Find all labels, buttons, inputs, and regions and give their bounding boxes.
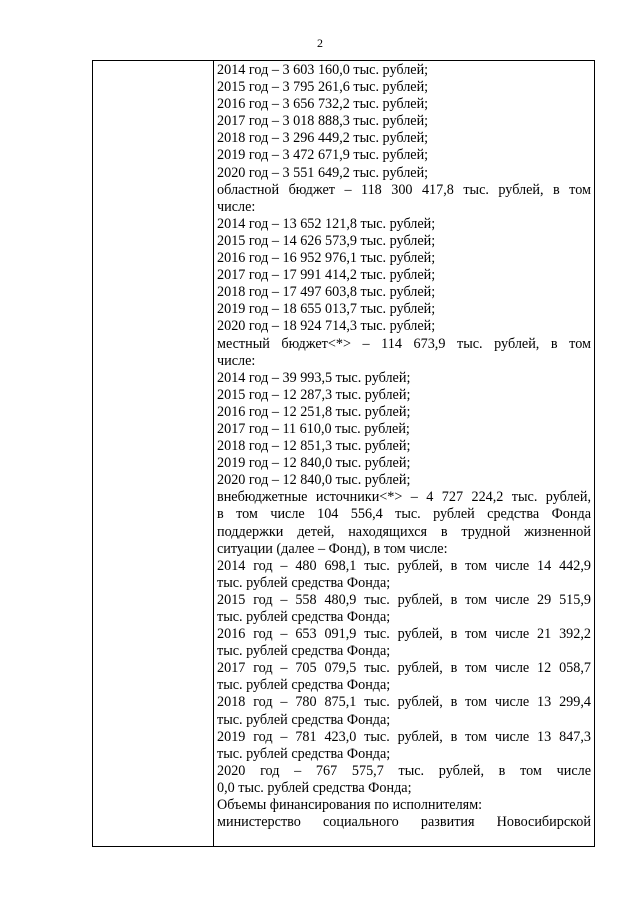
text-line: поддержки детей, находящихся в трудной жизненной <box>217 523 591 540</box>
text-line: 2020 год – 18 924 714,3 тыс. рублей; <box>217 318 436 335</box>
page-number: 2 <box>317 36 323 50</box>
text-line: тыс. рублей средства Фонда; <box>217 574 391 591</box>
text-line: 2015 год – 14 626 573,9 тыс. рублей; <box>217 232 436 249</box>
text-line: 2019 год – 3 472 671,9 тыс. рублей; <box>217 147 429 164</box>
text-line: 2018 год – 12 851,3 тыс. рублей; <box>217 438 411 455</box>
text-line: 2018 год – 3 296 449,2 тыс. рублей; <box>217 130 429 147</box>
text-line: 2020 год – 12 840,0 тыс. рублей; <box>217 472 411 489</box>
text-line: 2017 год – 17 991 414,2 тыс. рублей; <box>217 267 436 284</box>
text-line: 2018 год – 780 875,1 тыс. рублей, в том числе 13 299,4 <box>217 694 591 711</box>
text-line: тыс. рублей средства Фонда; <box>217 745 391 762</box>
text-line: в том числе 104 556,4 тыс. рублей средства Фонда <box>217 506 591 523</box>
text-line: 2015 год – 3 795 261,6 тыс. рублей; <box>217 79 429 96</box>
text-line: 2019 год – 18 655 013,7 тыс. рублей; <box>217 301 436 318</box>
text-line: 2014 год – 39 993,5 тыс. рублей; <box>217 369 411 386</box>
text-line: числе: <box>217 198 256 215</box>
text-line: 2014 год – 480 698,1 тыс. рублей, в том числе 14 442,9 <box>217 557 591 574</box>
text-line: 2019 год – 781 423,0 тыс. рублей, в том числе 13 847,3 <box>217 728 591 745</box>
text-line: числе: <box>217 352 256 369</box>
text-line: министерство социального развития Новосибирской <box>217 814 591 831</box>
text-line: 2018 год – 17 497 603,8 тыс. рублей; <box>217 284 436 301</box>
text-line: 2016 год – 653 091,9 тыс. рублей, в том числе 21 392,2 <box>217 626 591 643</box>
text-line: 2015 год – 12 287,3 тыс. рублей; <box>217 386 411 403</box>
table-label-column <box>93 61 214 846</box>
text-line: областной бюджет – 118 300 417,8 тыс. рублей, в том <box>217 181 591 198</box>
text-line: 2017 год – 11 610,0 тыс. рублей; <box>217 420 410 437</box>
text-line: 2014 год – 3 603 160,0 тыс. рублей; <box>217 62 429 78</box>
text-line: 2015 год – 558 480,9 тыс. рублей, в том числе 29 515,9 <box>217 591 591 608</box>
text-line: Объемы финансирования по исполнителям: <box>217 797 483 814</box>
text-line: ситуации (далее – Фонд), в том числе: <box>217 540 448 557</box>
text-line: тыс. рублей средства Фонда; <box>217 677 391 694</box>
text-line: 2017 год – 3 018 888,3 тыс. рублей; <box>217 113 429 130</box>
text-line: 2020 год – 3 551 649,2 тыс. рублей; <box>217 164 429 181</box>
text-line: тыс. рублей средства Фонда; <box>217 711 391 728</box>
text-line: 2019 год – 12 840,0 тыс. рублей; <box>217 455 411 472</box>
text-line: 2016 год – 12 251,8 тыс. рублей; <box>217 403 411 420</box>
financing-table <box>92 60 595 847</box>
text-line: 2016 год – 3 656 732,2 тыс. рублей; <box>217 96 429 113</box>
text-line: 2017 год – 705 079,5 тыс. рублей, в том числе 12 058,7 <box>217 660 591 677</box>
table-content-column <box>214 61 594 846</box>
text-line: 2020 год – 767 575,7 тыс. рублей, в том числе <box>217 762 591 779</box>
text-line: местный бюджет<*> – 114 673,9 тыс. рублей, в том <box>217 335 591 352</box>
text-line: 2016 год – 16 952 976,1 тыс. рублей; <box>217 250 436 267</box>
text-line: 0,0 тыс. рублей средства Фонда; <box>217 779 412 796</box>
text-line: внебюджетные источники<*> – 4 727 224,2 тыс. рублей, <box>217 489 591 506</box>
text-line: тыс. рублей средства Фонда; <box>217 643 391 660</box>
text-line: 2014 год – 13 652 121,8 тыс. рублей; <box>217 215 436 232</box>
text-line: тыс. рублей средства Фонда; <box>217 609 391 625</box>
